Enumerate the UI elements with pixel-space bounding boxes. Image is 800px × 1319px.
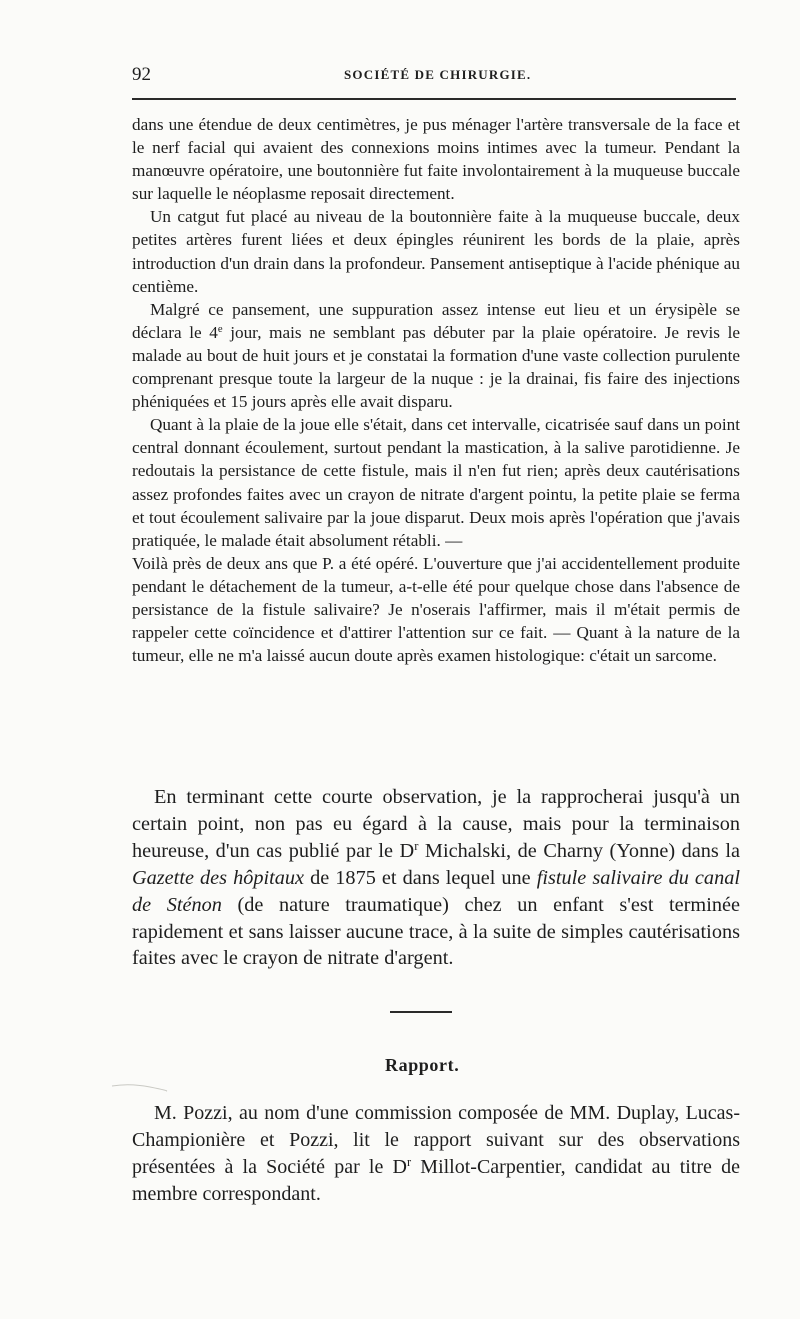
paragraph: M. Pozzi, au nom d'une commission composée de MM. Duplay, Lucas-Championière et Pozzi, lit le rapport suivant sur des observations présentées à la Société par le $D^r$ Millot-Carpentier, candidat au titre de membre correspondant.	[132, 1102, 740, 1205]
paragraph: dans une étendue de deux centimètres, je pus ménager l'artère transversale de la face et le nerf facial qui avaient des connexions moins intimes avec la tumeur. Pendant la manœuvre opératoire, une boutonnière fut faite involontairement à la muqueuse buccale sur laquelle le néoplasme reposait directement.	[132, 115, 740, 204]
ink-smudge	[110, 1082, 168, 1092]
section-title: Rapport.	[385, 1055, 460, 1075]
condition-term: fistule salivaire du canal de Sténon	[132, 866, 740, 916]
running-title: SOCIÉTÉ DE CHIRURGIE.	[344, 67, 532, 82]
paragraph: Voilà près de deux ans que P. a été opéré. L'ouverture que j'ai accidentellement produite pendant le détachement de la tumeur, a-t-elle été pour quelque chose dans l'absence de persistance de la fistule salivaire? Je n'oserais l'affirmer, mais il m'était permis de rappeler cette coïncidence et d'attirer l'attention sur ce fait. — Quant à la nature de la tumeur, elle ne m'a laissé aucun doute après examen histologique: c'était un sarcome.	[132, 553, 740, 666]
concluding-paragraph	[132, 784, 740, 972]
paragraph: Un catgut fut placé au niveau de la boutonnière faite à la muqueuse buccale, deux petites artères furent liées et deux épingles réunirent les bords de la plaie, après introduction d'un drain dans la profondeur. Pansement antiseptique à l'acide phénique au centième.	[132, 207, 740, 296]
observation-text	[132, 113, 740, 667]
paragraph: Quant à la plaie de la joue elle s'était, dans cet intervalle, cicatrisée sauf dans un point central donnant écoulement, surtout pendant la mastication, à la salive parotidienne. Je redoutais la persistance de cette fistule, mais il n'en fut rien; après deux cautérisations assez profondes faites avec un crayon de nitrate d'argent pointu, la petite plaie se ferma et tout écoulement salivaire par la joue disparut. Deux mois après l'opération que j'avais pratiquée, le malade était absolument rétabli. —	[132, 415, 740, 550]
report-paragraph	[132, 1100, 740, 1208]
journal-title: Gazette des hôpitaux	[132, 866, 305, 889]
paragraph: En terminant cette courte observation, je la rapprocherai jusqu'à un certain point, non pas eu égard à la cause, mais pour la terminaison heureuse, d'un cas publié par le $D^r$ Michalski, de Charny (Yonne) dans la Gazette des hôpitaux de 1875 et dans lequel une fistule salivaire du canal de Sténon (de nature traumatique) chez un enfant s'est terminée rapidement et sans laisser aucune trace, à la suite de simples cautérisations faites avec le crayon de nitrate d'argent.	[132, 786, 740, 970]
page-header	[132, 64, 736, 88]
page-number: 92	[132, 64, 151, 85]
header-rule	[132, 98, 736, 100]
paragraph: Malgré ce pansement, une suppuration assez intense eut lieu et un érysipèle se déclara le 4e jour, mais ne semblant pas débuter par la plaie opératoire. Je revis le malade au bout de huit jours et je constatai la formation d'une vaste collection purulente comprenant presque toute la largeur de la nuque : je la drainai, fis faire des injections phéniquées et 15 jours après elle avait disparu.	[132, 299, 741, 412]
section-separator	[390, 1011, 452, 1013]
